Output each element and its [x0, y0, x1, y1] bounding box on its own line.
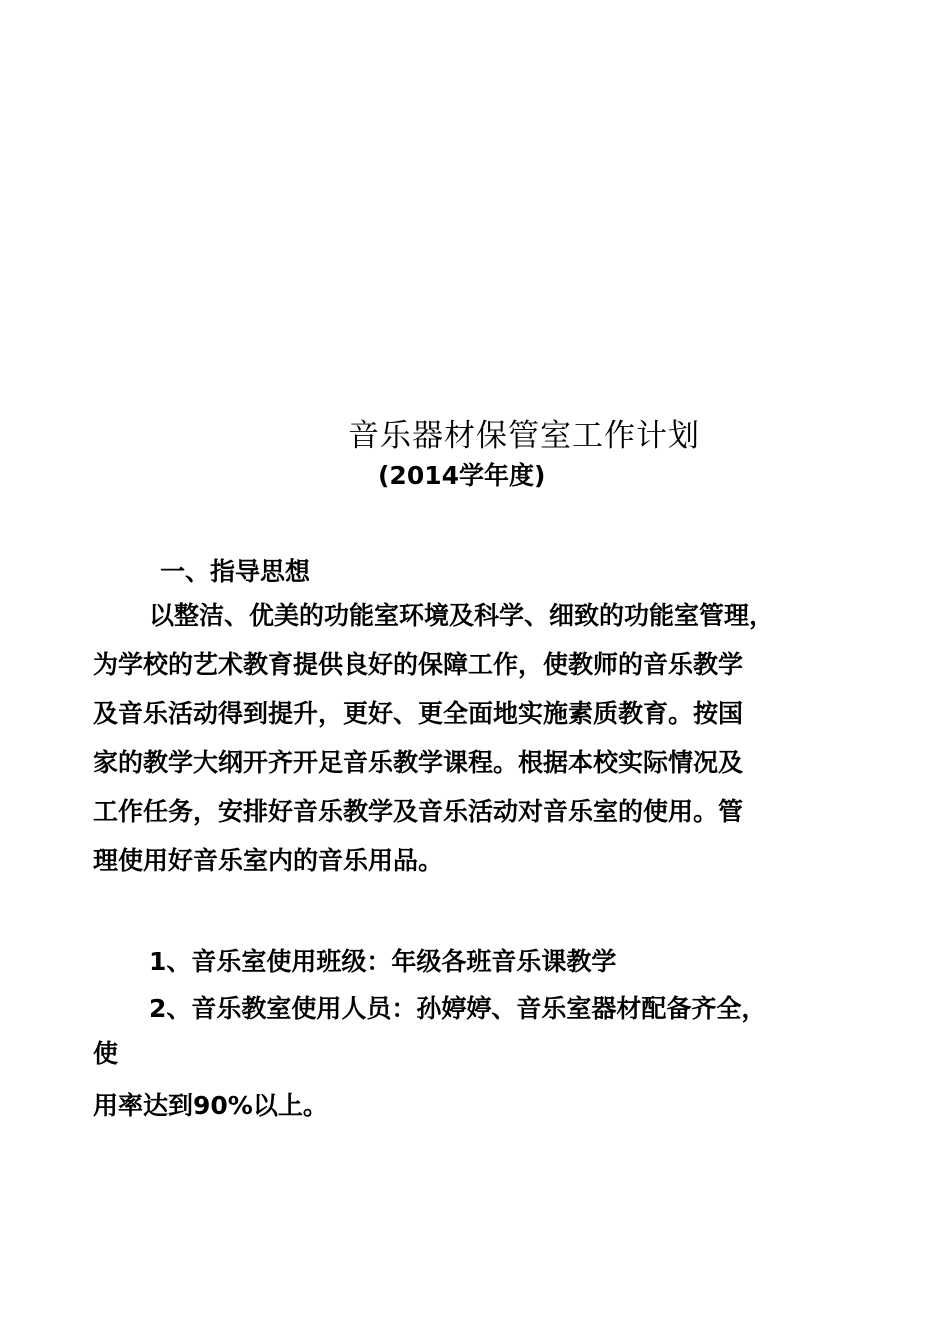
paragraph-line: 以整洁、优美的功能室环境及科学、细致的功能室管理， — [149, 601, 775, 630]
list-item-line: 使 — [93, 1039, 119, 1068]
list-item-line: 1、音乐室使用班级：年级各班音乐课教学 — [149, 947, 617, 976]
document-title: 音乐器材保管室工作计划 — [348, 418, 700, 454]
paragraph-line: 家的教学大纲开齐开足音乐教学课程。根据本校实际情况及 — [93, 748, 744, 777]
list-item-line: 2、音乐教室使用人员：孙婷婷、音乐室器材配备齐全， — [149, 994, 767, 1023]
list-item-line: 用率达到90%以上。 — [93, 1091, 328, 1120]
document-subtitle: (2014学年度) — [378, 461, 546, 490]
section-heading-guiding-ideology: 一、指导思想 — [160, 557, 311, 586]
section-paragraph — [93, 591, 774, 885]
list-item — [93, 990, 766, 1132]
list-item — [93, 937, 616, 986]
paragraph-line: 及音乐活动得到提升，更好、更全面地实施素质教育。按国 — [93, 699, 744, 728]
paragraph-line: 理使用好音乐室内的音乐用品。 — [93, 846, 444, 875]
paragraph-line: 工作任务，安排好音乐教学及音乐活动对音乐室的使用。管 — [93, 797, 744, 826]
paragraph-line: 为学校的艺术教育提供良好的保障工作，使教师的音乐教学 — [93, 650, 744, 679]
